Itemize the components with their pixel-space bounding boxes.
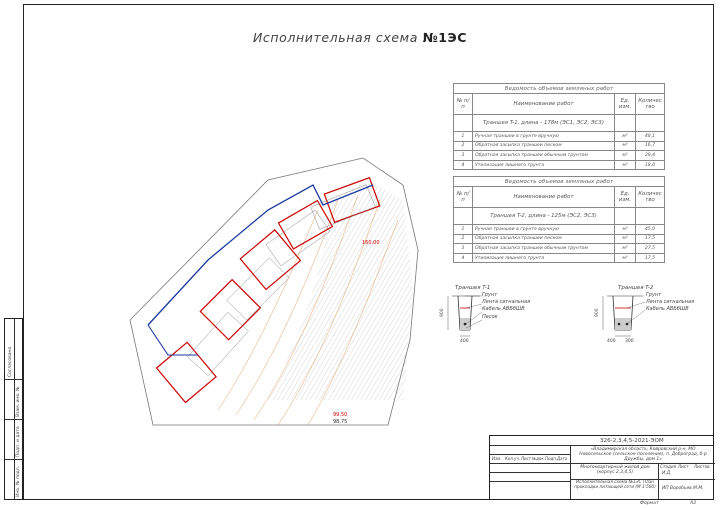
svg-text:400: 400	[607, 339, 616, 344]
table-row: 1 Ручная траншеи в грунте вручную м³ 48,1	[454, 132, 665, 142]
table-row: 4 Утилизация лишнего грунта м³ 17,5	[454, 253, 665, 263]
sheet-title-prefix: Исполнительная схема	[252, 30, 418, 45]
cable-route	[148, 325, 198, 355]
stamp-col-kol: Кол.уч.	[505, 456, 521, 461]
trench1-soil: Грунт	[482, 292, 498, 298]
side-sign: Подп. и дата	[16, 426, 21, 457]
table-heading: Ведомость объемов земляных работ	[454, 84, 665, 94]
format-label: Формат	[640, 501, 659, 506]
col-unit: Ед. изм.	[615, 187, 636, 208]
svg-text:300: 300	[625, 339, 634, 344]
relief-hatch	[268, 180, 413, 400]
stamp-code: 326-2,3,4,5-2021-ЭОМ	[600, 438, 664, 444]
side-inv: Инв. № подл.	[16, 465, 21, 497]
trench2-soil: Грунт	[646, 292, 662, 298]
stamp-sheets-header: Листов	[694, 464, 710, 469]
stamp-sheet-title: Исполнительная схема №1ЭС План прокладки питающей сети (М 1:500)	[574, 479, 656, 489]
svg-text:900: 900	[595, 308, 600, 317]
format-value: А3	[690, 501, 697, 506]
svg-text:400: 400	[460, 339, 469, 344]
col-qty: Количес тво	[636, 187, 665, 208]
stamp-col-list: Лист	[521, 456, 532, 461]
stamp-contractor: ИП Воробьев М.М.	[662, 486, 704, 491]
sheet-title	[0, 30, 720, 45]
stamp-address: «Владимирская область, Ковровский р-н, МО Новосельское (сельское поселение), п. Доброград, б-р Дружбы, дом 1»	[579, 447, 707, 462]
stamp-col-doc: №док.	[532, 456, 546, 461]
stamp-sheet-header: Лист	[678, 464, 689, 469]
trench2-cable: Кабель АВБбШВ	[646, 306, 689, 312]
col-name: Наименование работ	[473, 94, 615, 115]
svg-text:900: 900	[440, 308, 445, 317]
volumes-table-1	[453, 83, 665, 170]
col-no: № п/п	[454, 187, 473, 208]
col-no: № п/п	[454, 94, 473, 115]
elevation-mark: 98,75	[333, 419, 348, 425]
table-section: Траншея T-2, длина - 125м (ЭС2, ЭС3)	[473, 208, 615, 225]
trench1-sand: Песок	[482, 314, 498, 320]
sheet-title-number: №1ЭС	[422, 30, 468, 45]
col-qty: Количес тво	[636, 94, 665, 115]
table-section: Траншея T-1, длина - 178м (ЭС1, ЭС2, ЭС3)	[473, 115, 615, 132]
side-vz: Взам. инв. №	[16, 386, 21, 417]
side-agreed: Согласовано	[8, 346, 13, 377]
trench2-title: Траншея T-2	[618, 285, 654, 291]
table-row: 1 Ручная траншеи в грунте вручную м³ 45,0	[454, 225, 665, 235]
elevation-mark: 99,50	[333, 412, 348, 418]
table-row: 2 Обратная засыпка траншеи песком м³ 17,5	[454, 234, 665, 244]
stamp-col-sign: Подп.	[545, 456, 558, 461]
trench1-tape: Лента сигнальная	[482, 299, 531, 305]
table-row: 2 Обратная засыпка траншеи песком м³ 16,7	[454, 141, 665, 151]
stamp-col-date: Дата	[557, 456, 568, 461]
table-row: 3 Обратная засыпка траншеи обычным грунтом м³ 29,4	[454, 151, 665, 161]
table-row: 4 Утилизация лишнего грунта м³ 18,0	[454, 160, 665, 170]
stamp-stage: И.Д.	[662, 471, 672, 476]
stamp-stage-header: Стадия	[660, 464, 677, 469]
table-heading: Ведомость объемов земляных работ	[454, 177, 665, 187]
stamp-col-izm: Изм.	[492, 456, 502, 461]
trench2-tape: Лента сигнальная	[646, 299, 695, 305]
volumes-table-2	[453, 176, 665, 263]
trench1-title: Траншея T-1	[455, 285, 491, 291]
stamp-object: Многоквартирный жилой дом (корпус 2,3,4,5)	[580, 465, 650, 475]
elevation-mark: 160,00	[362, 240, 380, 246]
site-plan	[118, 140, 448, 440]
side-strip	[4, 318, 23, 500]
col-name: Наименование работ	[473, 187, 615, 208]
col-unit: Ед. изм.	[615, 94, 636, 115]
table-row: 3 Обратная засыпка траншеи обычным грунтом м³ 27,5	[454, 244, 665, 254]
trench1-cable: Кабель АВБбШВ	[482, 306, 525, 312]
title-block	[489, 435, 714, 500]
